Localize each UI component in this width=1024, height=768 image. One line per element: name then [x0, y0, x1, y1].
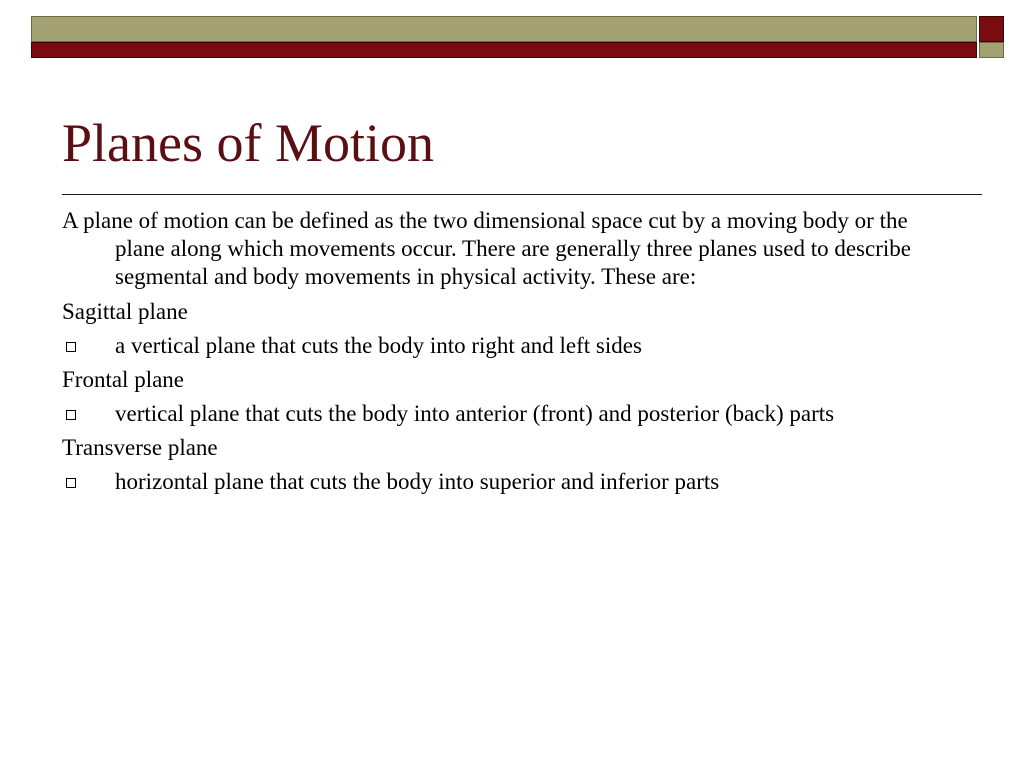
plane-heading-frontal: Frontal plane: [62, 367, 184, 392]
intro-paragraph: A plane of motion can be defined as the two dimensional space cut by a moving body or the plane along which movements occur. There are generally three planes used to describe segmental and body movements in physical activity. These are:: [62, 208, 911, 289]
header-bar-maroon: [31, 42, 977, 58]
square-bullet-icon: [66, 478, 76, 488]
plane-heading-sagittal: Sagittal plane: [62, 299, 188, 324]
title-divider: [62, 194, 982, 195]
slide-body: [62, 207, 962, 502]
header-square-maroon: [979, 16, 1004, 42]
slide-title: Planes of Motion: [62, 113, 434, 173]
square-bullet-icon: [66, 410, 76, 420]
plane-description-text: horizontal plane that cuts the body into superior and inferior parts: [115, 469, 720, 494]
header-bar-olive: [31, 16, 977, 42]
square-bullet-icon: [66, 342, 76, 352]
plane-description-sagittal: [62, 332, 962, 360]
plane-description-text: a vertical plane that cuts the body into right and left sides: [115, 333, 642, 358]
header-square-olive: [979, 42, 1004, 58]
plane-description-text: vertical plane that cuts the body into anterior (front) and posterior (back) parts: [115, 401, 835, 426]
plane-description-transverse: [62, 468, 962, 496]
plane-heading-transverse: Transverse plane: [62, 435, 218, 460]
plane-description-frontal: [62, 400, 962, 428]
